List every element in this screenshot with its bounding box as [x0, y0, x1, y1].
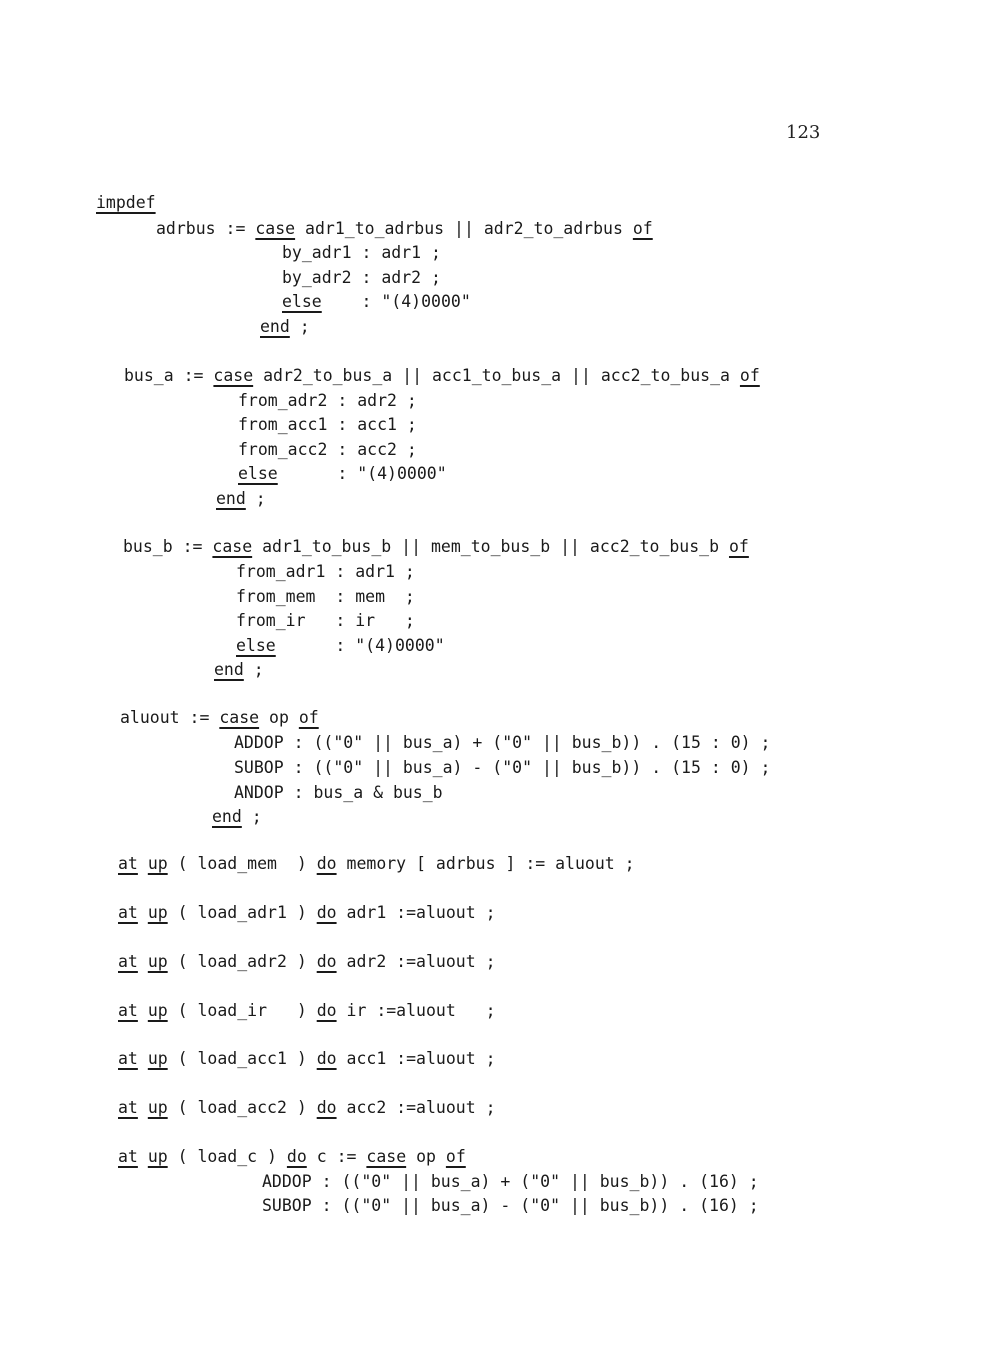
code-text: ANDOP : bus_a & bus_b: [234, 783, 443, 802]
code-line: [214, 662, 264, 679]
keyword: at: [118, 1049, 138, 1068]
code-line: [120, 710, 319, 727]
code-line: [216, 491, 266, 508]
code-text: acc1 :=aluout ;: [336, 1049, 496, 1068]
code-text: adr2 :=aluout ;: [336, 952, 496, 971]
code-text: ADDOP : (("0" || bus_a) + ("0" || bus_b)) . (16) ;: [262, 1172, 759, 1191]
keyword: at: [118, 952, 138, 971]
code-text: op: [259, 708, 299, 727]
keyword: do: [316, 952, 337, 971]
keyword: else: [238, 464, 278, 483]
keyword: case: [366, 1147, 407, 1166]
code-line: [118, 954, 496, 971]
code-text: memory [ adrbus ] := aluout ;: [336, 854, 635, 873]
code-line: [236, 638, 445, 655]
code-text: c :=: [306, 1147, 367, 1166]
code-text: from_mem : mem ;: [236, 587, 415, 606]
code-text: [138, 854, 148, 873]
code-line: [282, 270, 441, 287]
code-text: from_adr1 : adr1 ;: [236, 562, 415, 581]
keyword: up: [147, 952, 168, 971]
keyword: do: [316, 1049, 337, 1068]
code-text: op: [406, 1147, 446, 1166]
code-text: ( load_acc2 ): [167, 1098, 317, 1117]
code-text: ( load_adr1 ): [167, 903, 317, 922]
keyword: else: [236, 636, 276, 655]
code-text: [138, 1098, 148, 1117]
keyword: up: [147, 1098, 168, 1117]
code-text: adr1_to_bus_b || mem_to_bus_b || acc2_to_bus_b: [252, 537, 729, 556]
code-text: by_adr1 : adr1 ;: [282, 243, 441, 262]
keyword: at: [118, 1098, 138, 1117]
keyword: end: [260, 317, 290, 336]
keyword: up: [147, 1049, 168, 1068]
keyword: at: [118, 1001, 138, 1020]
keyword: of: [739, 366, 760, 385]
code-text: from_adr2 : adr2 ;: [238, 391, 417, 410]
keyword: at: [118, 854, 138, 873]
code-text: from_acc1 : acc1 ;: [238, 415, 417, 434]
code-text: ( load_ir ): [167, 1001, 317, 1020]
code-text: bus_b :=: [123, 537, 213, 556]
keyword: do: [286, 1147, 307, 1166]
code-text: from_acc2 : acc2 ;: [238, 440, 417, 459]
code-line: [236, 613, 415, 630]
code-line: [262, 1174, 759, 1191]
code-text: ir :=aluout ;: [336, 1001, 496, 1020]
code-text: bus_a :=: [124, 366, 214, 385]
code-text: adrbus :=: [156, 219, 256, 238]
code-text: from_ir : ir ;: [236, 611, 415, 630]
code-line: [118, 856, 635, 873]
code-text: [138, 903, 148, 922]
code-text: : "(4)0000": [277, 464, 447, 483]
code-line: [124, 368, 760, 385]
code-line: [118, 1003, 496, 1020]
keyword: of: [298, 708, 319, 727]
keyword: else: [282, 292, 322, 311]
keyword: case: [213, 366, 254, 385]
keyword: end: [212, 807, 242, 826]
code-line: [238, 466, 447, 483]
code-text: [138, 1147, 148, 1166]
code-text: ;: [243, 660, 264, 679]
code-line: [238, 393, 417, 410]
code-text: ;: [241, 807, 262, 826]
keyword: up: [147, 903, 168, 922]
keyword: do: [316, 1001, 337, 1020]
code-text: adr1 :=aluout ;: [336, 903, 496, 922]
code-line: [156, 221, 653, 238]
code-line: [282, 245, 441, 262]
keyword: of: [632, 219, 653, 238]
code-line: [262, 1198, 759, 1215]
keyword: end: [214, 660, 244, 679]
code-text: ( load_c ): [167, 1147, 287, 1166]
code-text: [138, 1001, 148, 1020]
code-line: [234, 760, 770, 777]
code-text: ADDOP : (("0" || bus_a) + ("0" || bus_b)) . (15 : 0) ;: [234, 733, 771, 752]
keyword: case: [219, 708, 260, 727]
keyword: up: [147, 1147, 168, 1166]
keyword: at: [118, 1147, 138, 1166]
code-line: [96, 195, 156, 212]
code-line: [238, 417, 417, 434]
code-line: [118, 905, 496, 922]
code-text: acc2 :=aluout ;: [336, 1098, 496, 1117]
code-text: adr1_to_adrbus || adr2_to_adrbus: [295, 219, 633, 238]
code-text: by_adr2 : adr2 ;: [282, 268, 441, 287]
code-text: ;: [289, 317, 310, 336]
code-text: SUBOP : (("0" || bus_a) - ("0" || bus_b)) . (16) ;: [262, 1196, 759, 1215]
code-text: : "(4)0000": [321, 292, 471, 311]
keyword: end: [216, 489, 246, 508]
code-text: SUBOP : (("0" || bus_a) - ("0" || bus_b)) . (15 : 0) ;: [234, 758, 771, 777]
code-line: [282, 294, 471, 311]
code-line: [118, 1051, 496, 1068]
code-line: [212, 809, 262, 826]
code-text: adr2_to_bus_a || acc1_to_bus_a || acc2_to_bus_a: [253, 366, 740, 385]
code-line: [234, 735, 770, 752]
code-text: ( load_acc1 ): [167, 1049, 317, 1068]
code-line: [234, 785, 443, 802]
keyword: up: [147, 854, 168, 873]
keyword: of: [445, 1147, 466, 1166]
keyword: do: [316, 854, 337, 873]
code-text: ;: [245, 489, 266, 508]
code-text: ( load_adr2 ): [167, 952, 317, 971]
code-text: : "(4)0000": [275, 636, 445, 655]
code-line: [118, 1100, 496, 1117]
code-line: [236, 589, 415, 606]
code-line: [123, 539, 749, 556]
code-line: [118, 1149, 466, 1166]
code-line: [260, 319, 310, 336]
keyword: do: [316, 903, 337, 922]
code-text: aluout :=: [120, 708, 220, 727]
code-text: ( load_mem ): [167, 854, 317, 873]
keyword: of: [728, 537, 749, 556]
keyword: at: [118, 903, 138, 922]
page-number: 123: [786, 122, 821, 143]
keyword: do: [316, 1098, 337, 1117]
code-line: [238, 442, 417, 459]
keyword: up: [147, 1001, 168, 1020]
keyword: case: [255, 219, 296, 238]
code-line: [236, 564, 415, 581]
code-text: [138, 1049, 148, 1068]
code-text: [138, 952, 148, 971]
keyword: impdef: [96, 193, 156, 212]
keyword: case: [212, 537, 253, 556]
